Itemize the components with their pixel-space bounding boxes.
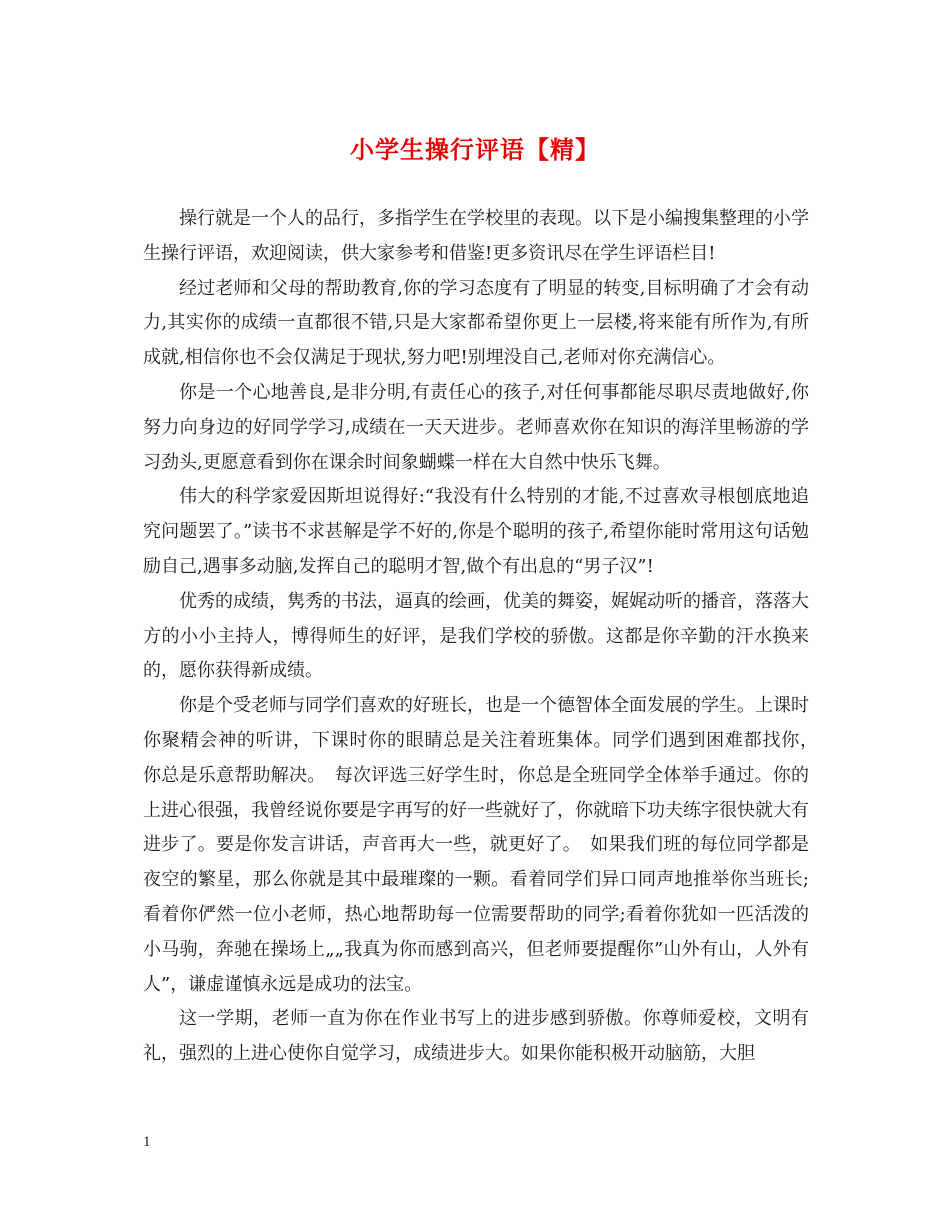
paragraph: 你是个受老师与同学们喜欢的好班长，也是一个德智体全面发展的学生。上课时你聚精会神的听讲，下课时你的眼睛总是关注着班集体。同学们遇到困难都找你， 你总是乐意帮助解决。 每次评选三好学生时，你总是全班同学全体举手通过。你的上进心很强，我曾经说你要是字再写的好一些就好了，你就暗下功夫练字很快就大有进步了。要是你发言讲话，声音再大一些，就更好了。 如果我们班的每位同学都是夜空的繁星，那么你就是其中最璀璨的一颗。看着同学们异口同声地推举你当班长;看着你俨然一位小老师，热心地帮助每一位需要帮助的同学;看着你犹如一匹活泼的小马驹，奔驰在操场上„„我真为你而感到高兴，但老师要提醒你”山外有山，人外有人”，谦虚谨慎永远是成功的法宝。: [143, 695, 827, 995]
paragraph: 你是一个心地善良,是非分明,有责任心的孩子,对任何事都能尽职尽责地做好,你努力向身边的好同学学习,成绩在一天天进步。老师喜欢你在知识的海洋里畅游的学习劲头,更愿意看到你在课余时间象蝴蝶一样在大自然中快乐飞舞。: [143, 381, 809, 473]
document-title: 小学生操行评语【精】: [350, 135, 600, 164]
paragraph: 优秀的成绩，隽秀的书法，逼真的绘画，优美的舞姿，娓娓动听的播音，落落大方的小小主持人，博得师生的好评，是我们学校的骄傲。这都是你辛勤的汗水换来的，愿你获得新成绩。: [143, 590, 809, 682]
document-body: [143, 202, 827, 1072]
paragraph: 伟大的科学家爱因斯坦说得好:“我没有什么特别的才能,不过喜欢寻根刨底地追究问题罢了。”读书不求甚解是学不好的,你是个聪明的孩子,希望你能时常用这句话勉励自己,遇事多动脑,发挥自己的聪明才智,做个有出息的“男子汉”!: [143, 486, 809, 577]
paragraph: 操行就是一个人的品行，多指学生在学校里的表现。以下是小编搜集整理的小学生操行评语，欢迎阅读，供大家参考和借鉴!更多资讯尽在学生评语栏目!: [143, 208, 809, 264]
paragraph: 经过老师和父母的帮助教育,你的学习态度有了明显的转变,目标明确了才会有动力,其实你的成绩一直都很不错,只是大家都希望你更上一层楼,将来能有所作为,有所成就,相信你也不会仅满足于现状,努力吧!别埋没自己,老师对你充满信心。: [143, 277, 809, 369]
paragraph: 这一学期，老师一直为你在作业书写上的进步感到骄傲。你尊师爱校，文明有礼，强烈的上进心使你自觉学习，成绩进步大。如果你能积极开动脑筋，大胆: [143, 1008, 809, 1065]
page-number: 1: [143, 1134, 151, 1150]
